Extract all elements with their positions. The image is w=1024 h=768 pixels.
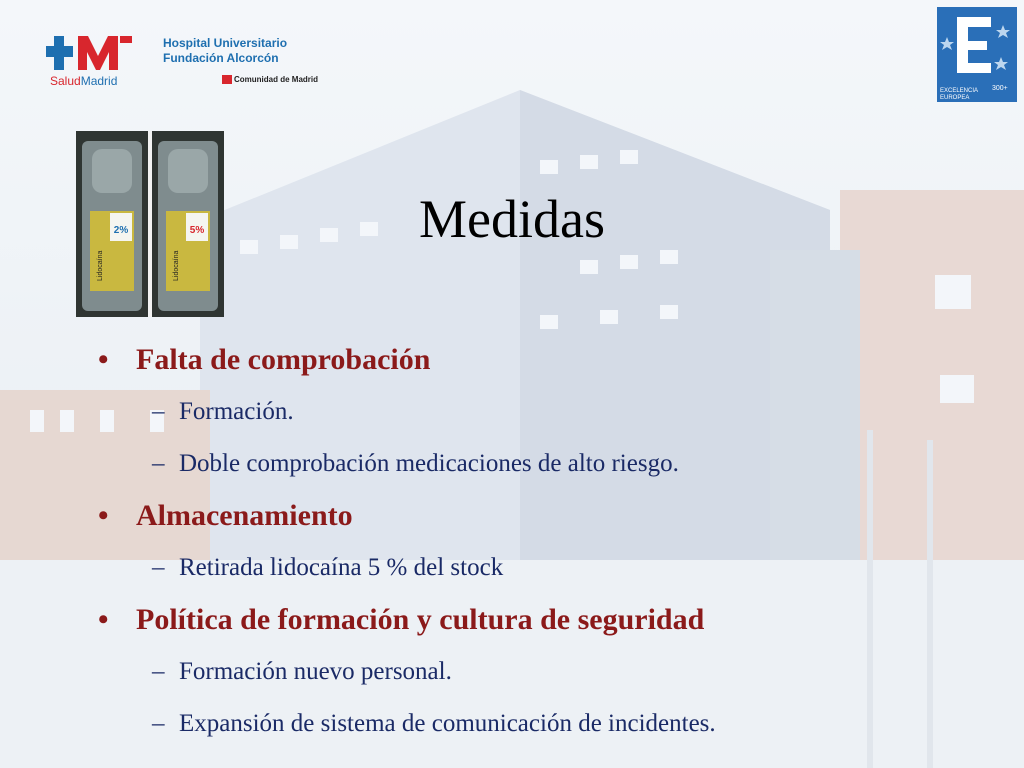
excelencia-e-icon	[937, 7, 1017, 87]
bullet-almacenamiento: • Almacenamiento	[98, 499, 353, 532]
sub-bullet: – Formación nuevo personal.	[152, 658, 452, 685]
hospital-name: Hospital Universitario Fundación Alcorcón	[163, 36, 288, 65]
sub-bullet: – Expansión de sistema de comunicación de incidentes.	[152, 710, 716, 737]
bullet-falta-comprobacion: • Falta de comprobación	[98, 343, 431, 376]
bullet-list	[94, 338, 994, 754]
vial-1-name-label: Lidocaína	[97, 250, 104, 281]
sub-bullet: – Doble comprobación medicaciones de alto riesgo.	[152, 450, 679, 477]
salud-madrid-wordmark: SaludMadrid	[50, 74, 118, 88]
madrid-flag-icon	[222, 75, 232, 84]
bullet-politica-formacion: • Política de formación y cultura de seguridad	[98, 603, 705, 636]
comunidad-madrid-logo: Comunidad de Madrid	[222, 75, 318, 84]
vial-5-percent-label: 5%	[189, 225, 205, 236]
vial-2-name-label: Lidocaína	[173, 250, 180, 281]
vial-2-percent-label: 2%	[113, 225, 129, 236]
sub-bullet: – Formación.	[152, 398, 294, 425]
excelencia-europea-badge: EXCELENCIA EUROPEA 300+	[937, 7, 1017, 102]
sub-bullet: – Retirada lidocaína 5 % del stock	[152, 554, 504, 581]
slide-title: Medidas	[419, 189, 605, 249]
